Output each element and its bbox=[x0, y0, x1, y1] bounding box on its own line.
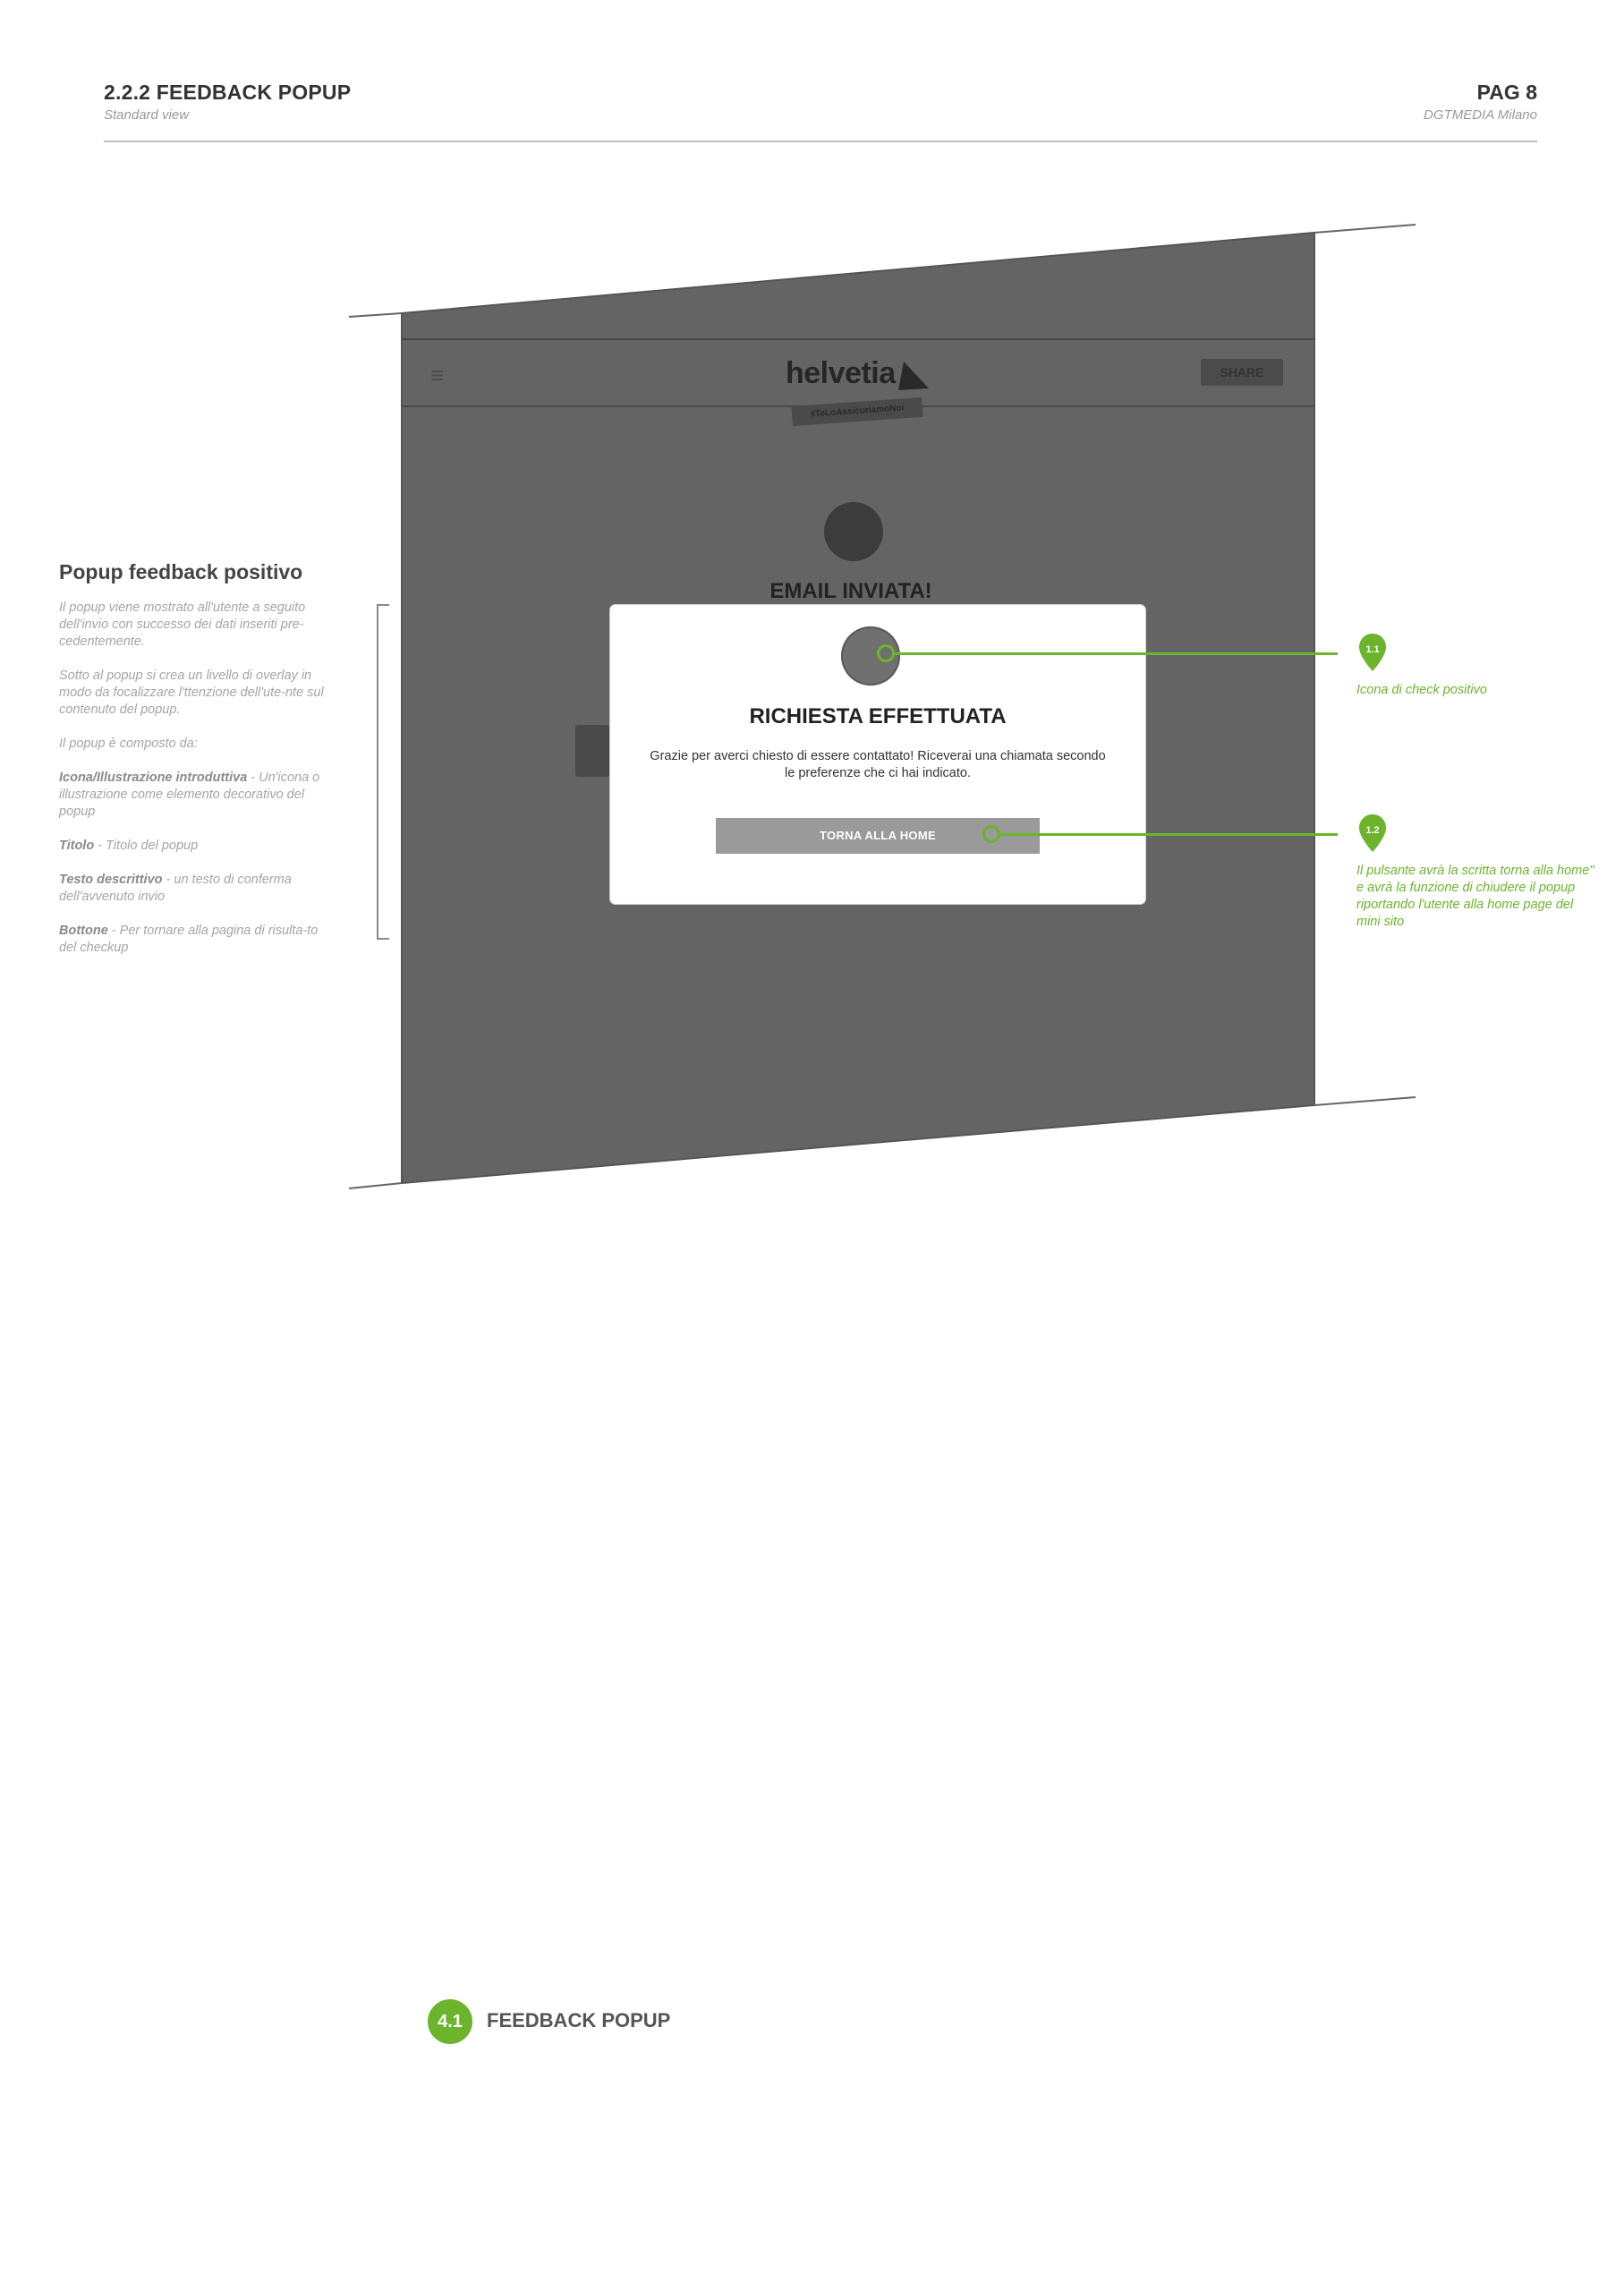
page-org: DGTMEDIA Milano bbox=[1424, 107, 1537, 123]
helvetia-logo: helvetia bbox=[786, 356, 896, 390]
popup-title: RICHIESTA EFFETTUATA bbox=[749, 704, 1007, 728]
home-button[interactable]: TORNA ALLA HOME bbox=[716, 818, 1040, 854]
background-title: EMAIL INVIATA! bbox=[769, 579, 932, 603]
description-item-text: - Titolo del popup bbox=[94, 839, 199, 853]
annotation-number: 1.1 bbox=[1365, 644, 1380, 655]
description-paragraph: Il popup è composto da: bbox=[59, 737, 198, 751]
description-item-title: Testo descrittivo bbox=[59, 873, 163, 887]
page-subtitle: Standard view bbox=[104, 107, 190, 123]
description-item-title: Titolo bbox=[59, 839, 95, 853]
page-number: PAG 8 bbox=[1476, 81, 1537, 104]
description-item-title: Icona/Illustrazione introduttiva bbox=[59, 771, 248, 785]
annotation-text: Icona di check positivo bbox=[1356, 683, 1487, 697]
annotation-text: Il pulsante avrà la scritta torna alla home" e avrà la funzione di chiudere il popup riportando l'utente alla home page del mini sito bbox=[1356, 864, 1594, 929]
description-title: Popup feedback positivo bbox=[59, 560, 303, 583]
background-element bbox=[575, 725, 609, 777]
annotation-line bbox=[999, 833, 1338, 836]
hashtag-tag: #TeLoAssicuriamoNoi bbox=[791, 397, 923, 426]
description-item-text: - Un'icona o illustrazione come elemento decorativo del popup bbox=[59, 771, 320, 819]
annotation-hotspot bbox=[982, 825, 1000, 843]
share-button[interactable]: SHARE bbox=[1201, 359, 1283, 386]
annotation-number: 1.2 bbox=[1365, 825, 1380, 836]
page-title: 2.2.2 FEEDBACK POPUP bbox=[104, 81, 352, 104]
hamburger-icon[interactable]: ≡ bbox=[430, 362, 445, 388]
description-item-text: - un testo di conferma dell'avvenuto invio bbox=[59, 873, 292, 904]
popup-description: Grazie per averci chiesto di essere contattato! Riceverai una chiamata secondo le preferenze che ci hai indicato. bbox=[650, 749, 1106, 780]
section-badge: 4.1 bbox=[428, 1999, 472, 2044]
description-item-text: - Per tornare alla pagina di risulta-to del checkup bbox=[59, 924, 319, 955]
annotation-hotspot bbox=[877, 644, 895, 662]
description-item-title: Bottone bbox=[59, 924, 108, 938]
background-icon bbox=[824, 502, 883, 561]
annotation-line bbox=[893, 652, 1338, 655]
description-paragraph: Sotto al popup si crea un livello di overlay in modo da focalizzare l'ttenzione dell'ute-nte sul contenuto del popup. bbox=[59, 669, 324, 717]
section-label: FEEDBACK POPUP bbox=[487, 2009, 671, 2031]
description-paragraph: Il popup viene mostrato all'utente a seguito dell'invio con successo dei dati inseriti pre-cedentemente. bbox=[59, 600, 306, 649]
